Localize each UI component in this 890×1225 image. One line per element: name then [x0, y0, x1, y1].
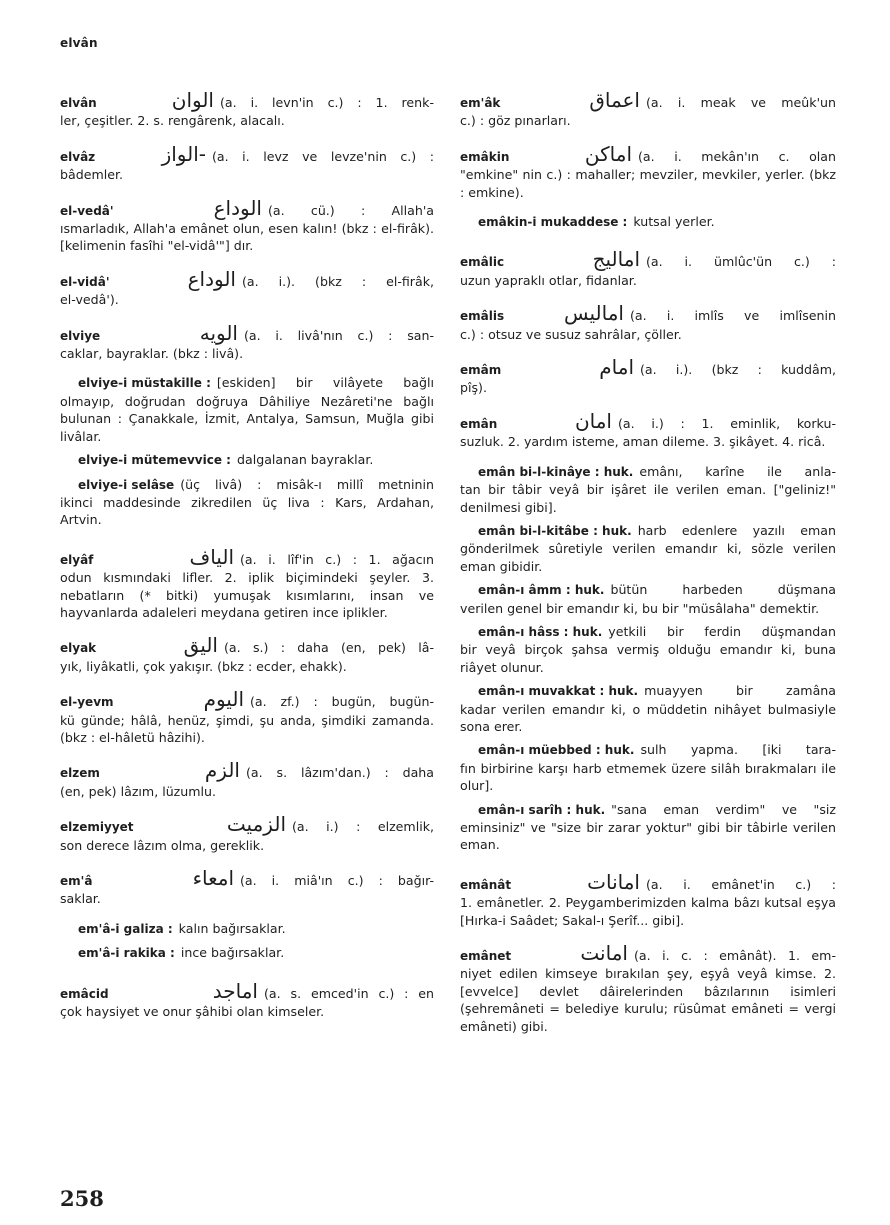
- entry-definition: niyet edilen kimseye bırakılan şey, eşyâ veyâ kimse. 2. [evvelce] devlet dâirelerinden bâzılarının isimleri (şehremâneti = belediye kurulu; rüsûmat emâneti = vergi emâneti) gibi.: [460, 966, 836, 1034]
- entry-headword: elviye: [60, 328, 101, 343]
- entry-headword: elzemiyyet: [60, 820, 134, 835]
- entry-grammar-info: yetkili bir ferdin düşmandan: [608, 623, 836, 639]
- dictionary-entry: [60, 979, 434, 1021]
- entry-headword: emânet: [460, 949, 512, 964]
- entry-headword: emân-ı müebbed : huk.: [478, 743, 635, 758]
- entry-definition: ısmarladık, Allah'a emânet olun, esen kalın! (bkz : el-firâk). [kelimenin fasîhi "el-vidâ'"] dır.: [60, 221, 434, 254]
- entry-grammar-info: kalın bağırsaklar.: [178, 920, 286, 936]
- entry-grammar-info: (a. i. levz ve levze'nin c.) :: [212, 148, 434, 164]
- entry-grammar-info: (a. cü.) : Allah'a: [268, 202, 434, 218]
- entry-head-line: [460, 741, 836, 759]
- dictionary-entry: [460, 301, 836, 343]
- entry-head-line: [60, 920, 434, 938]
- entry-grammar-info: sulh yapma. [iki tara-: [640, 742, 836, 758]
- entry-grammar-info: [eskiden] bir vilâyete bağlı: [216, 375, 434, 391]
- entry-definition: c.) : otsuz ve susuz sahrâlar, çöller.: [460, 326, 682, 342]
- dictionary-subentry: [60, 476, 434, 529]
- entry-arabic-script: اليوم: [203, 687, 244, 712]
- entry-headword: em'âk: [460, 96, 501, 110]
- dictionary-entry: [460, 409, 836, 451]
- entry-grammar-info: (a. s. emced'in c.) : en: [264, 985, 434, 1001]
- entry-grammar-info: ince bağırsaklar.: [180, 945, 285, 961]
- entry-head-line: [60, 451, 434, 469]
- entry-head-line: [460, 88, 836, 112]
- entry-grammar-info: bütün harbeden düşmana: [610, 582, 836, 598]
- entry-head-line: [460, 623, 836, 641]
- entry-arabic-script: امان: [574, 408, 612, 433]
- entry-definition: bir veyâ birçok şahsa vermiş olduğu emandır ki, buna riâyet olunur.: [460, 642, 836, 675]
- entry-arabic-script: الزم: [204, 758, 240, 783]
- entry-arabic-script: الزميت: [226, 812, 286, 837]
- entry-arabic-script: -الواز: [161, 141, 206, 166]
- entry-headword: emân bi-l-kitâbe : huk.: [478, 523, 632, 538]
- dictionary-subentry: [460, 801, 836, 854]
- entry-head-line: [60, 88, 434, 112]
- entry-head-line: [60, 687, 434, 711]
- entry-headword: em'â: [60, 874, 93, 888]
- entry-head-line: [460, 682, 836, 700]
- entry-head-line: [460, 941, 836, 965]
- entry-headword: elzem: [60, 766, 100, 781]
- entry-definition: verilen genel bir emandır ki, bu bir "müsâlaha" demektir.: [460, 600, 820, 616]
- entry-head-line: [460, 870, 836, 894]
- entry-head-line: [460, 522, 836, 540]
- entry-definition: olmayıp, doğrudan doğruya Dâhiliye Nezâreti'ne bağlı bulunan : Çanakkale, İzmit, Antalya, Samsun, Muğla gibi livâlar.: [60, 393, 434, 444]
- entry-definition: çok haysiyet ve onur şâhibi olan kimseler.: [60, 1004, 325, 1020]
- entry-head-line: [60, 866, 434, 890]
- entry-definition: eminsiniz" ve "size bir zarar yoktur" gibi bir tâbirle verilen eman.: [460, 820, 836, 853]
- entry-grammar-info: dalgalanan bayraklar.: [236, 452, 374, 468]
- entry-grammar-info: emânı, karîne ile anla-: [639, 463, 836, 479]
- dictionary-entry: [60, 267, 434, 309]
- dictionary-subentry: [60, 451, 434, 469]
- dictionary-entry: [60, 142, 434, 184]
- entry-headword: emân-ı muvakkat : huk.: [478, 684, 639, 699]
- entry-definition: pîş).: [460, 380, 487, 396]
- entry-headword: emâlis: [460, 309, 505, 324]
- entry-definition: son derece lâzım olma, gereklik.: [60, 837, 265, 853]
- entry-grammar-info: (üç livâ) : misâk-ı millî metninin: [180, 476, 434, 492]
- entry-definition: ikinci maddesinde zikredilen üç liva : Kars, Ardahan, Artvin.: [60, 494, 434, 528]
- entry-definition: bâdemler.: [60, 167, 123, 183]
- entry-head-line: [460, 463, 836, 481]
- entry-arabic-script: اماكن: [584, 141, 632, 166]
- entry-arabic-script: امانت: [580, 941, 628, 966]
- dictionary-entry: [60, 866, 434, 908]
- entry-definition: kü günde; hâlâ, henüz, şimdi, şu anda, şimdiki zamanda. (bkz : el-hâletü hâzihi).: [60, 712, 434, 745]
- entry-headword: elyâf: [60, 552, 94, 567]
- entry-headword: emâkin-i mukaddese :: [478, 215, 628, 230]
- entry-head-line: [460, 301, 836, 325]
- entry-arabic-script: الوداع: [213, 195, 262, 220]
- page-number: 258: [60, 1186, 104, 1211]
- entry-headword: emân-ı sarîh : huk.: [478, 802, 606, 817]
- entry-headword: elviye-i müstakille :: [78, 376, 211, 391]
- entry-grammar-info: (a. i.). (bkz : kuddâm,: [640, 362, 836, 378]
- entry-definition: 1. emânetler. 2. Peygamberimizden kalma bâzı kutsal eşya [Hırka-i Saâdet; Sakal-ı Şerîf... gibi].: [460, 895, 836, 928]
- entry-headword: emânât: [460, 877, 512, 892]
- entry-arabic-script: اماجد: [212, 978, 258, 1003]
- entry-headword: emâm: [460, 363, 502, 378]
- entry-definition: el-vedâ').: [60, 292, 119, 308]
- entry-grammar-info: (a. i. levn'in c.) : 1. renk-: [220, 95, 434, 110]
- entry-head-line: [60, 476, 434, 494]
- entry-grammar-info: kutsal yerler.: [633, 214, 715, 230]
- dictionary-subentry: [460, 682, 836, 735]
- left-column: [60, 88, 434, 1032]
- entry-headword: emâlic: [460, 255, 505, 270]
- dictionary-entry: [60, 812, 434, 854]
- entry-head-line: [60, 758, 434, 782]
- dictionary-subentry: [460, 463, 836, 516]
- entry-grammar-info: (a. zf.) : bugün, bugün-: [250, 694, 434, 710]
- dictionary-entry: [60, 88, 434, 130]
- entry-grammar-info: (a. i. miâ'ın c.) : bağır-: [240, 873, 434, 888]
- entry-grammar-info: (a. i.). (bkz : el-firâk,: [242, 273, 434, 289]
- entry-grammar-info: (a. i.) : elzemlik,: [292, 819, 434, 835]
- dictionary-subentry: [460, 581, 836, 617]
- entry-grammar-info: (a. i. meak ve meûk'un: [646, 95, 836, 110]
- entry-arabic-script: الوداع: [187, 266, 236, 291]
- entry-arabic-script: امالیج: [592, 247, 640, 272]
- entry-headword: elvân: [60, 96, 97, 110]
- entry-definition: (en, pek) lâzım, lüzumlu.: [60, 783, 217, 799]
- entry-headword: el-vidâ': [60, 274, 110, 289]
- dictionary-subentry: [60, 920, 434, 938]
- dictionary-entry: [60, 687, 434, 746]
- entry-headword: elviye-i selâse: [78, 477, 175, 492]
- entry-head-line: [460, 801, 836, 819]
- entry-grammar-info: (a. s.) : daha (en, pek) lâ-: [224, 640, 434, 656]
- entry-head-line: [60, 374, 434, 392]
- entry-head-line: [460, 409, 836, 433]
- entry-headword: em'â-i galiza :: [78, 921, 173, 936]
- dictionary-subentry: [460, 741, 836, 794]
- entry-headword: emân-ı âmm : huk.: [478, 583, 605, 598]
- dictionary-entry: [460, 355, 836, 397]
- entry-definition: suzluk. 2. yardım isteme, aman dileme. 3. şikâyet. 4. ricâ.: [460, 434, 826, 450]
- entry-head-line: [60, 812, 434, 836]
- entry-head-line: [60, 321, 434, 345]
- entry-headword: em'â-i rakika :: [78, 946, 175, 961]
- dictionary-subentry: [460, 623, 836, 676]
- dictionary-subentry: [60, 374, 434, 445]
- dictionary-entry: [460, 247, 836, 289]
- entry-grammar-info: harb edenlere yazılı eman: [637, 522, 836, 538]
- right-column: [460, 88, 836, 1047]
- entry-definition: ler, çeşitler. 2. s. rengârenk, alacalı.: [60, 113, 285, 129]
- entry-head-line: [60, 979, 434, 1003]
- entry-arabic-script: امالیس: [564, 301, 624, 326]
- entry-head-line: [460, 142, 836, 166]
- entry-arabic-script: الوان: [171, 88, 214, 112]
- entry-headword: elvâz: [60, 149, 96, 164]
- entry-definition: saklar.: [60, 891, 101, 907]
- entry-definition: yık, liyâkatli, çok yakışır. (bkz : ecder, ehakk).: [60, 658, 347, 674]
- entry-grammar-info: (a. i. emânet'in c.) :: [646, 876, 836, 892]
- entry-arabic-script: الويه: [199, 320, 238, 345]
- entry-headword: emân: [460, 416, 498, 431]
- entry-head-line: [460, 213, 836, 231]
- entry-grammar-info: (a. i. ümlûc'ün c.) :: [646, 254, 836, 270]
- dictionary-subentry: [60, 944, 434, 962]
- entry-headword: emâcid: [60, 986, 109, 1001]
- entry-arabic-script: امعاء: [192, 866, 234, 890]
- dictionary-subentry: [460, 522, 836, 575]
- entry-headword: emân-ı hâss : huk.: [478, 624, 603, 639]
- entry-definition: caklar, bayraklar. (bkz : livâ).: [60, 346, 244, 362]
- entry-definition: odun kısmındaki lifler. 2. iplik biçimindeki şeyler. 3. nebatların (* bitki) yumuşak kısımlarını, insan ve hayvanlarda adaleleri meydana getiren ince iplikler.: [60, 570, 434, 620]
- entry-arabic-script: امانات: [587, 869, 640, 894]
- entry-grammar-info: (a. i. mekân'ın c. olan: [638, 148, 836, 164]
- entry-definition: uzun yapraklı otlar, fidanlar.: [460, 272, 637, 288]
- entry-definition: tan bir tâbir veyâ bir işâret ile verilen eman. ["geliniz!" denilmesi gibi].: [460, 482, 836, 515]
- dictionary-entry: [60, 758, 434, 800]
- entry-headword: el-vedâ': [60, 203, 114, 218]
- entry-arabic-script: امام: [599, 355, 634, 380]
- entry-grammar-info: "sana eman verdim" ve "siz: [611, 801, 836, 817]
- dictionary-entry: [60, 321, 434, 363]
- entry-headword: emâkin: [460, 149, 510, 164]
- entry-grammar-info: (a. i. c. : emânât). 1. em-: [634, 948, 836, 964]
- entry-head-line: [60, 267, 434, 291]
- entry-head-line: [60, 944, 434, 962]
- entry-headword: emân bi-l-kinâye : huk.: [478, 464, 634, 479]
- dictionary-entry: [460, 142, 836, 201]
- entry-arabic-script: الياف: [189, 544, 234, 569]
- entry-head-line: [60, 196, 434, 220]
- entry-head-line: [460, 581, 836, 599]
- entry-definition: c.) : göz pınarları.: [460, 113, 571, 129]
- running-head: elvân: [60, 36, 98, 50]
- entry-grammar-info: (a. i.) : 1. eminlik, korku-: [618, 415, 836, 431]
- entry-head-line: [460, 355, 836, 379]
- entry-definition: "emkine" nin c.) : mahaller; mevziler, mevkiler, yerler. (bkz : emkine).: [460, 167, 836, 200]
- entry-headword: el-yevm: [60, 695, 114, 710]
- entry-head-line: [60, 545, 434, 569]
- entry-head-line: [60, 633, 434, 657]
- entry-headword: elyak: [60, 641, 97, 656]
- dictionary-entry: [460, 88, 836, 130]
- dictionary-entry: [60, 633, 434, 675]
- entry-definition: fın birbirine karşı harb etmemek üzere silâh bırakmaları ile olur].: [460, 760, 836, 794]
- entry-headword: elviye-i mütemevvice :: [78, 453, 231, 468]
- dictionary-entry: [60, 545, 434, 622]
- entry-arabic-script: اليق: [183, 633, 218, 658]
- entry-arabic-script: اعماق: [589, 88, 640, 112]
- entry-head-line: [460, 247, 836, 271]
- entry-definition: kadar verilen emandır ki, o müddetin nihâyet bulmasiyle sona erer.: [460, 701, 836, 734]
- entry-head-line: [60, 142, 434, 166]
- entry-grammar-info: muayyen bir zamâna: [644, 683, 836, 699]
- entry-grammar-info: (a. i. livâ'nın c.) : san-: [244, 327, 434, 343]
- dictionary-subentry: [460, 213, 836, 231]
- dictionary-entry: [460, 870, 836, 929]
- entry-grammar-info: (a. i. imlîs ve imlîsenin: [630, 308, 836, 324]
- entry-grammar-info: (a. s. lâzım'dan.) : daha: [246, 765, 434, 781]
- dictionary-entry: [460, 941, 836, 1035]
- dictionary-entry: [60, 196, 434, 255]
- entry-definition: gönderilmek sûretiyle verilen emandır ki, sözle verilen eman gibidir.: [460, 541, 836, 574]
- entry-grammar-info: (a. i. lîf'in c.) : 1. ağacın: [240, 551, 434, 567]
